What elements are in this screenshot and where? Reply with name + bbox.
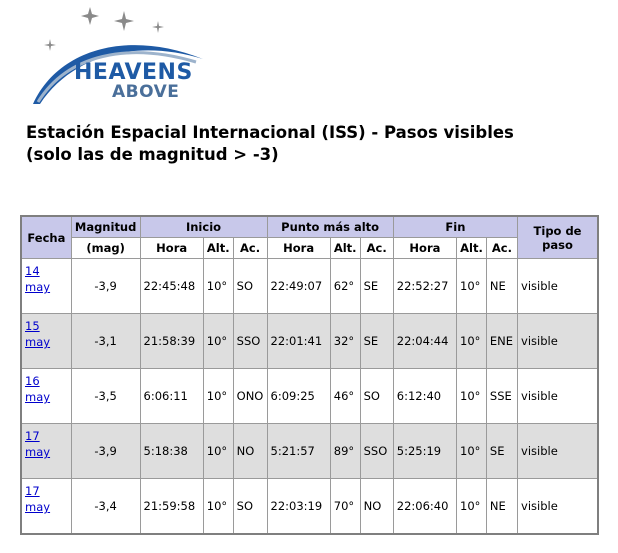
end-alt-cell: 10° (457, 259, 487, 314)
header-row-subcols (21, 238, 598, 259)
start-time-cell: 6:06:11 (140, 369, 203, 424)
page-title-line2: (solo las de magnitud > -3) (26, 145, 279, 164)
end-time-cell: 6:12:40 (393, 369, 456, 424)
header-row-groups (21, 216, 598, 238)
high-time-cell: 5:21:57 (267, 424, 330, 479)
high-az-cell: SSO (360, 424, 393, 479)
magnitude-cell: -3,4 (71, 479, 140, 535)
start-alt-cell: 10° (203, 314, 233, 369)
date-cell (21, 424, 71, 479)
start-az-cell: NO (233, 424, 267, 479)
date-link[interactable]: 17 may (25, 429, 51, 459)
header-fin: Fin (393, 216, 517, 238)
star-icon (152, 21, 164, 33)
header-inicio-ac: Ac. (233, 238, 267, 259)
page-title-line1: Estación Espacial Internacional (ISS) - Pasos visibles (26, 123, 514, 142)
date-link[interactable]: 16 may (25, 374, 51, 404)
high-time-cell: 22:49:07 (267, 259, 330, 314)
date-cell (21, 369, 71, 424)
magnitude-cell: -3,9 (71, 424, 140, 479)
high-alt-cell: 62° (330, 259, 360, 314)
table-row (21, 314, 598, 369)
header-mag-unit: (mag) (71, 238, 140, 259)
header-punto-mas-alto: Punto más alto (267, 216, 393, 238)
start-alt-cell: 10° (203, 369, 233, 424)
end-time-cell: 22:52:27 (393, 259, 456, 314)
pass-type-cell: visible (518, 424, 598, 479)
star-icon (44, 39, 56, 51)
end-time-cell: 22:04:44 (393, 314, 456, 369)
start-az-cell: SSO (233, 314, 267, 369)
high-alt-cell: 70° (330, 479, 360, 535)
passes-table (20, 215, 599, 535)
end-alt-cell: 10° (457, 369, 487, 424)
logo-text-above: ABOVE (112, 82, 180, 102)
header-inicio-hora: Hora (140, 238, 203, 259)
date-link[interactable]: 17 may (25, 484, 51, 514)
header-fin-alt: Alt. (457, 238, 487, 259)
end-time-cell: 5:25:19 (393, 424, 456, 479)
end-az-cell: NE (486, 479, 517, 535)
high-az-cell: SO (360, 369, 393, 424)
magnitude-cell: -3,5 (71, 369, 140, 424)
end-az-cell: NE (486, 259, 517, 314)
high-az-cell: NO (360, 479, 393, 535)
table-row (21, 479, 598, 535)
date-cell (21, 479, 71, 535)
end-az-cell: ENE (486, 314, 517, 369)
date-link[interactable]: 14 may (25, 264, 51, 294)
pass-type-cell: visible (518, 369, 598, 424)
end-time-cell: 22:06:40 (393, 479, 456, 535)
star-icon (81, 7, 99, 25)
header-fin-ac: Ac. (486, 238, 517, 259)
start-time-cell: 21:59:58 (140, 479, 203, 535)
start-time-cell: 5:18:38 (140, 424, 203, 479)
high-alt-cell: 32° (330, 314, 360, 369)
start-az-cell: SO (233, 479, 267, 535)
start-az-cell: SO (233, 259, 267, 314)
high-time-cell: 6:09:25 (267, 369, 330, 424)
start-alt-cell: 10° (203, 424, 233, 479)
high-time-cell: 22:03:19 (267, 479, 330, 535)
heavens-above-logo[interactable] (18, 4, 218, 109)
magnitude-cell: -3,1 (71, 314, 140, 369)
high-alt-cell: 46° (330, 369, 360, 424)
date-cell (21, 259, 71, 314)
header-tipo-de-paso: Tipo de paso (518, 216, 598, 259)
high-time-cell: 22:01:41 (267, 314, 330, 369)
high-alt-cell: 89° (330, 424, 360, 479)
star-icon (114, 11, 134, 31)
pass-type-cell: visible (518, 259, 598, 314)
end-alt-cell: 10° (457, 424, 487, 479)
table-row (21, 369, 598, 424)
page-title (26, 122, 606, 166)
header-magnitud: Magnitud (71, 216, 140, 238)
date-link[interactable]: 15 may (25, 319, 51, 349)
header-fin-hora: Hora (393, 238, 456, 259)
pass-type-cell: visible (518, 479, 598, 535)
header-alto-alt: Alt. (330, 238, 360, 259)
header-alto-ac: Ac. (360, 238, 393, 259)
start-alt-cell: 10° (203, 479, 233, 535)
magnitude-cell: -3,9 (71, 259, 140, 314)
start-az-cell: ONO (233, 369, 267, 424)
end-az-cell: SE (486, 424, 517, 479)
high-az-cell: SE (360, 259, 393, 314)
header-inicio-alt: Alt. (203, 238, 233, 259)
high-az-cell: SE (360, 314, 393, 369)
start-time-cell: 21:58:39 (140, 314, 203, 369)
header-inicio: Inicio (140, 216, 267, 238)
header-fecha: Fecha (21, 216, 71, 259)
end-alt-cell: 10° (457, 314, 487, 369)
table-row (21, 259, 598, 314)
start-time-cell: 22:45:48 (140, 259, 203, 314)
end-alt-cell: 10° (457, 479, 487, 535)
table-row (21, 424, 598, 479)
start-alt-cell: 10° (203, 259, 233, 314)
header-alto-hora: Hora (267, 238, 330, 259)
pass-type-cell: visible (518, 314, 598, 369)
logo-text-heavens: HEAVENS (74, 60, 193, 85)
date-cell (21, 314, 71, 369)
end-az-cell: SSE (486, 369, 517, 424)
